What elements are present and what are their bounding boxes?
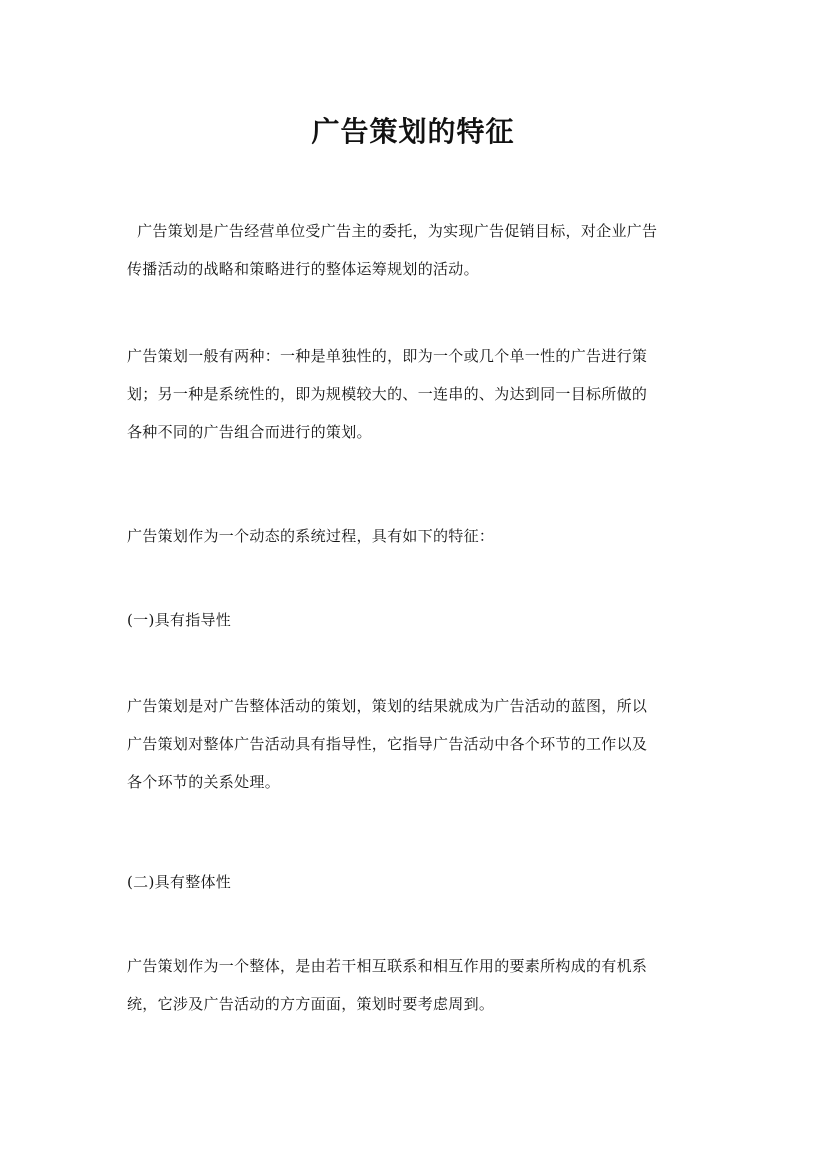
text-line: (二)具有整体性: [127, 873, 232, 891]
text-line: 各个环节的关系处理。: [127, 773, 281, 791]
paragraph-types: [127, 337, 705, 451]
paragraph-wholeness: [127, 947, 705, 1023]
text-line: 各种不同的广告组合而进行的策划。: [127, 423, 372, 441]
text-line: 广告策划一般有两种：一种是单独性的，即为一个或几个单一性的广告进行策: [127, 347, 648, 365]
text-line: 广告策划对整体广告活动具有指导性，它指导广告活动中各个环节的工作以及: [127, 735, 648, 753]
section-heading-guidance: [127, 601, 705, 639]
text-line: 广告策划作为一个动态的系统过程，具有如下的特征：: [127, 527, 495, 545]
text-line: 广告策划作为一个整体，是由若干相互联系和相互作用的要素所构成的有机系: [127, 957, 648, 975]
text-line: 广告策划是广告经营单位受广告主的委托，为实现广告促销目标，对企业广告: [127, 222, 658, 240]
document-title: 广告策划的特征: [311, 115, 515, 148]
text-line: (一)具有指导性: [127, 611, 232, 629]
paragraph-intro-features: [127, 517, 705, 555]
text-line: 统，它涉及广告活动的方方面面，策划时要考虑周到。: [127, 995, 495, 1013]
text-line: 传播活动的战略和策略进行的整体运筹规划的活动。: [127, 260, 479, 278]
paragraph-definition: [127, 212, 705, 288]
paragraph-guidance: [127, 687, 705, 801]
text-line: 划；另一种是系统性的，即为规模较大的、一连串的、为达到同一目标所做的: [127, 385, 648, 403]
text-line: 广告策划是对广告整体活动的策划，策划的结果就成为广告活动的蓝图，所以: [127, 697, 648, 715]
section-heading-wholeness: [127, 863, 705, 901]
